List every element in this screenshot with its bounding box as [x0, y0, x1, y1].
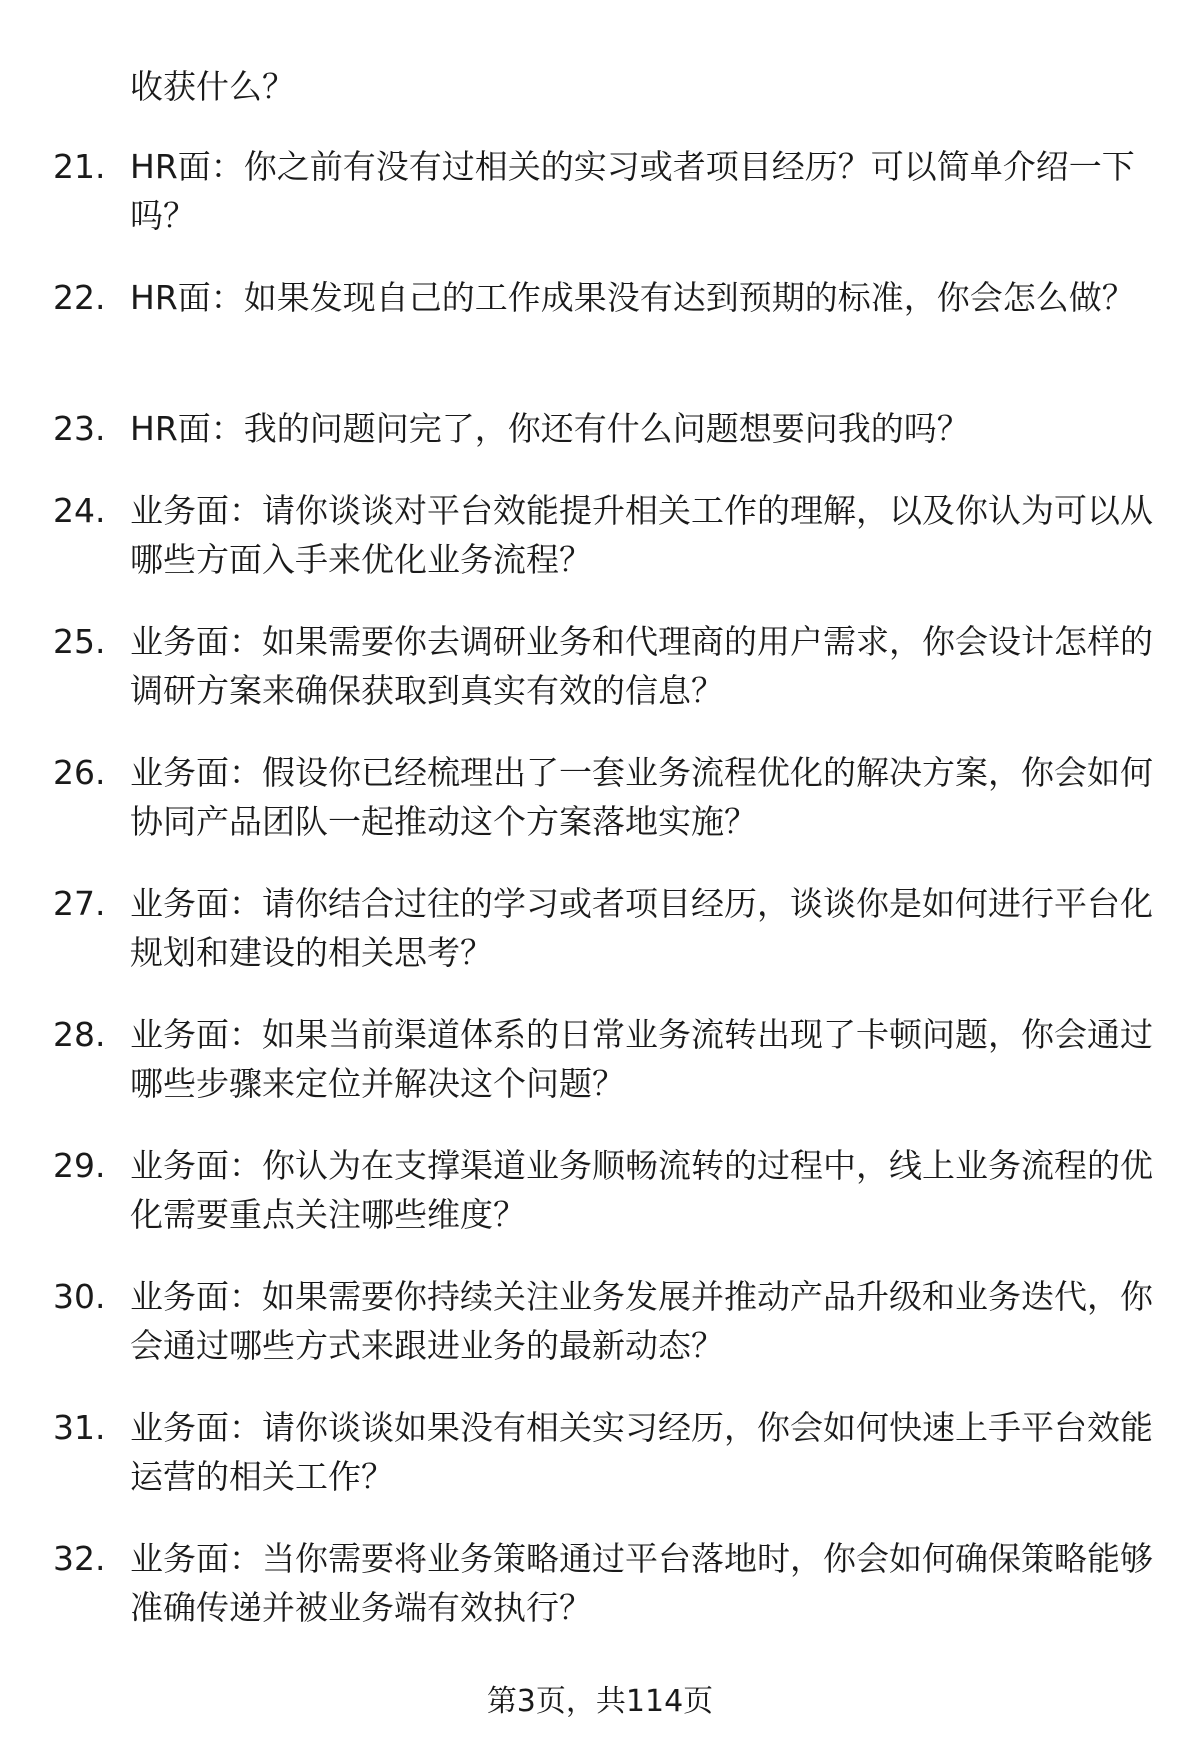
- question-number: 32.: [53, 1539, 106, 1578]
- question-text: 业务面：假设你已经梳理出了一套业务流程优化的解决方案，你会如何协同产品团队一起推动这个方案落地实施？: [130, 753, 1153, 841]
- question-text: HR面：我的问题问完了，你还有什么问题想要问我的吗？: [130, 409, 970, 448]
- page-number-footer: 第3页，共114页: [486, 1684, 714, 1719]
- question-text: 业务面：请你谈谈对平台效能提升相关工作的理解，以及你认为可以从哪些方面入手来优化业务流程？: [130, 491, 1153, 579]
- question-number: 31.: [53, 1408, 106, 1447]
- question-item: [0, 617, 1200, 748]
- question-number: 27.: [53, 884, 106, 923]
- question-number: 26.: [53, 753, 106, 792]
- question-number: 23.: [53, 409, 106, 448]
- question-number: 30.: [53, 1277, 106, 1316]
- question-text: 业务面：如果需要你持续关注业务发展并推动产品升级和业务迭代，你会通过哪些方式来跟进业务的最新动态？: [130, 1277, 1153, 1365]
- question-text: 业务面：如果当前渠道体系的日常业务流转出现了卡顿问题，你会通过哪些步骤来定位并解决这个问题？: [130, 1015, 1153, 1103]
- question-item: [0, 273, 1200, 404]
- question-item: [0, 748, 1200, 879]
- question-text: 业务面：当你需要将业务策略通过平台落地时，你会如何确保策略能够准确传递并被业务端有效执行？: [130, 1539, 1153, 1627]
- question-text: HR面：你之前有没有过相关的实习或者项目经历？可以简单介绍一下吗？: [130, 147, 1135, 235]
- question-item: [0, 142, 1200, 273]
- question-item: [0, 404, 1200, 486]
- question-number: 22.: [53, 278, 106, 317]
- question-text: 业务面：请你结合过往的学习或者项目经历，谈谈你是如何进行平台化规划和建设的相关思考？: [130, 884, 1153, 972]
- question-item: [0, 1534, 1200, 1665]
- question-item: [0, 1141, 1200, 1272]
- question-item: [0, 879, 1200, 1010]
- question-text: 业务面：请你谈谈如果没有相关实习经历，你会如何快速上手平台效能运营的相关工作？: [130, 1408, 1153, 1496]
- question-text: HR面：如果发现自己的工作成果没有达到预期的标准，你会怎么做？: [130, 278, 1135, 317]
- question-item: [0, 1010, 1200, 1141]
- continued-question-text: 收获什么？: [130, 67, 295, 106]
- question-item: [0, 1272, 1200, 1403]
- question-list: [0, 142, 1200, 1665]
- question-number: 28.: [53, 1015, 106, 1054]
- question-text: 业务面：如果需要你去调研业务和代理商的用户需求，你会设计怎样的调研方案来确保获取到真实有效的信息？: [130, 622, 1153, 710]
- question-item: [0, 486, 1200, 617]
- question-text: 业务面：你认为在支撑渠道业务顺畅流转的过程中，线上业务流程的优化需要重点关注哪些维度？: [130, 1146, 1153, 1234]
- question-item: [0, 1403, 1200, 1534]
- question-number: 25.: [53, 622, 106, 661]
- question-number: 21.: [53, 147, 106, 186]
- question-number: 29.: [53, 1146, 106, 1185]
- question-number: 24.: [53, 491, 106, 530]
